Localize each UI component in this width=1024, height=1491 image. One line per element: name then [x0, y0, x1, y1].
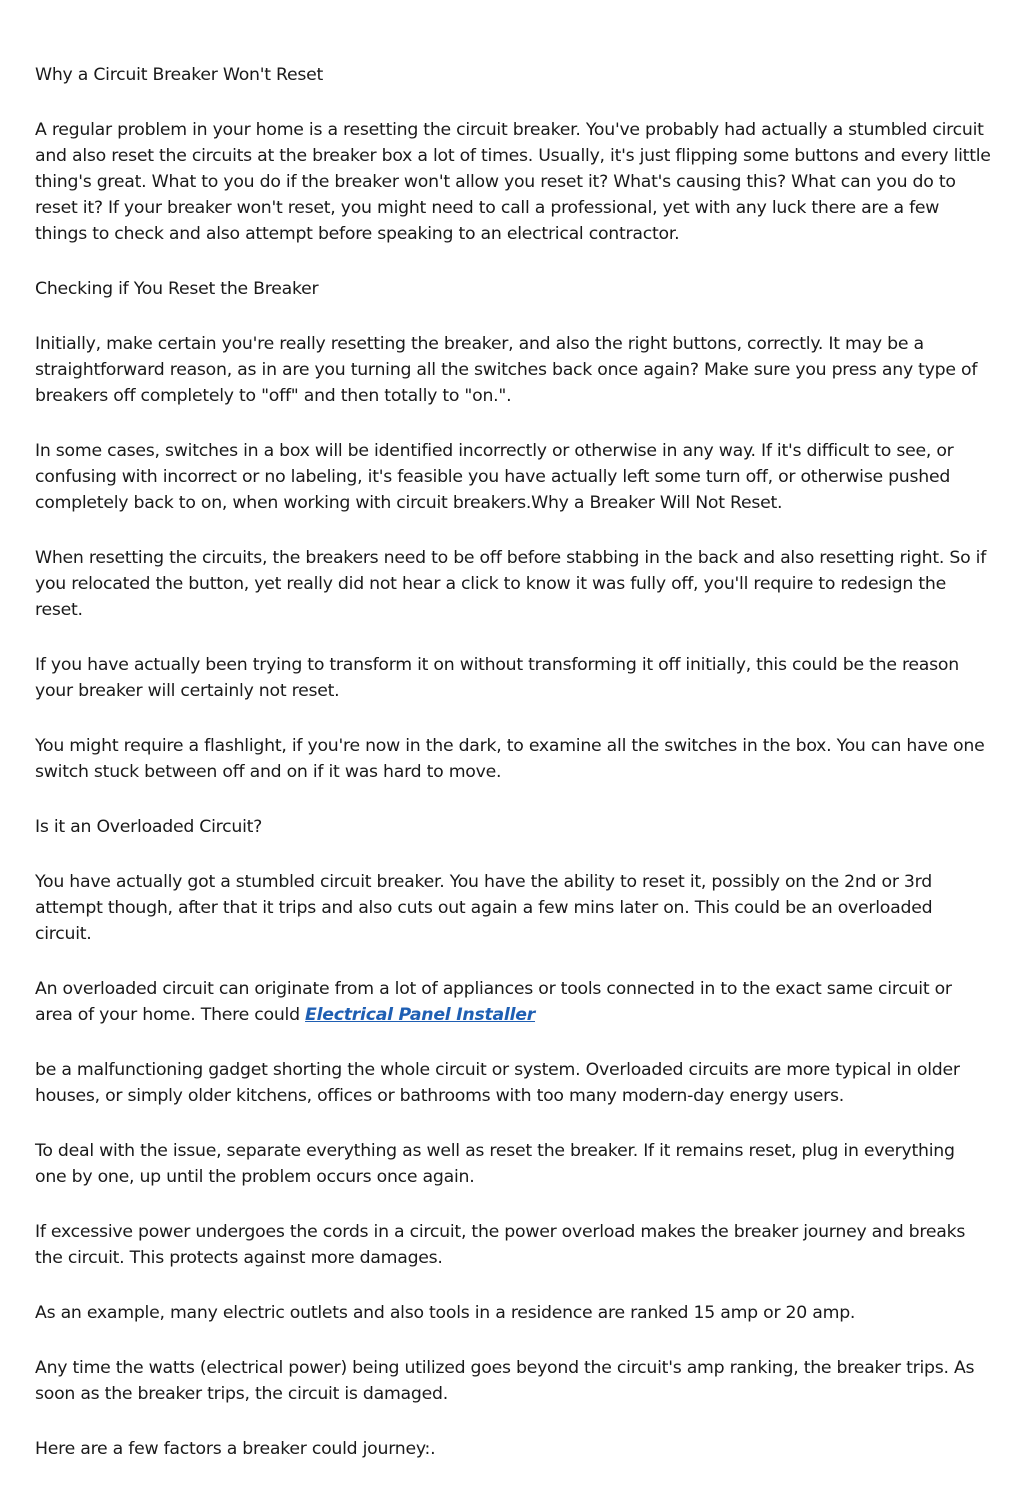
paragraph: You might require a flashlight, if you're now in the dark, to examine all the switches in the box. You can have one switch stuck between off and on if it was hard to move. [35, 736, 985, 782]
paragraph-text: An overloaded circuit can originate from a lot of appliances or tools connected in to the exact same circuit or area of your home. There could [35, 979, 952, 1025]
paragraph: In some cases, switches in a box will be identified incorrectly or otherwise in any way. If it's difficult to see, or confusing with incorrect or no labeling, it's feasible you have actually left some turn off, or otherwise pushed completely back to on, when working with circuit breakers.Why a Breaker Will Not Reset. [35, 441, 954, 513]
document-body [35, 62, 991, 1491]
paragraph: Initially, make certain you're really resetting the breaker, and also the right buttons, correctly. It may be a straightforward reason, as in are you turning all the switches back once again? Make sure you press any type of breakers off completely to "off" and then totally to "on.". [35, 334, 978, 406]
paragraph: If you have actually been trying to transform it on without transforming it off initially, this could be the reason your breaker will certainly not reset. [35, 655, 959, 701]
paragraph: To deal with the issue, separate everything as well as reset the breaker. If it remains reset, plug in everything one by one, up until the problem occurs once again. [35, 1141, 955, 1187]
paragraph: As an example, many electric outlets and also tools in a residence are ranked 15 amp or 20 amp. [35, 1303, 856, 1323]
section-heading: Checking if You Reset the Breaker [35, 279, 319, 299]
electrical-panel-installer-link[interactable]: Electrical Panel Installer [305, 1005, 536, 1025]
document-title: Why a Circuit Breaker Won't Reset [35, 65, 324, 85]
paragraph: Any time the watts (electrical power) being utilized goes beyond the circuit's amp ranking, the breaker trips. As soon as the breaker trips, the circuit is damaged. [35, 1358, 975, 1404]
section-heading: Is it an Overloaded Circuit? [35, 817, 263, 837]
paragraph: Here are a few factors a breaker could journey:. [35, 1439, 436, 1459]
paragraph: When resetting the circuits, the breakers need to be off before stabbing in the back and also resetting right. So if you relocated the button, yet really did not hear a click to know it was fully off, you'll require to redesign the reset. [35, 548, 987, 620]
paragraph: If excessive power undergoes the cords in a circuit, the power overload makes the breaker journey and breaks the circuit. This protects against more damages. [35, 1222, 966, 1268]
paragraph-with-link [35, 976, 991, 1028]
paragraph: A regular problem in your home is a resetting the circuit breaker. You've probably had actually a stumbled circuit and also reset the circuits at the breaker box a lot of times. Usually, it's just flipping some buttons and every little thing's great. What to you do if the breaker won't allow you reset it? What's causing this? What can you do to reset it? If your breaker won't reset, you might need to call a professional, yet with any luck there are a few things to check and also attempt before speaking to an electrical contractor. [35, 120, 991, 244]
paragraph: You have actually got a stumbled circuit breaker. You have the ability to reset it, possibly on the 2nd or 3rd attempt though, after that it trips and also cuts out again a few mins later on. This could be an overloaded circuit. [35, 872, 933, 944]
paragraph: be a malfunctioning gadget shorting the whole circuit or system. Overloaded circuits are more typical in older houses, or simply older kitchens, offices or bathrooms with too many modern-day energy users. [35, 1060, 960, 1106]
